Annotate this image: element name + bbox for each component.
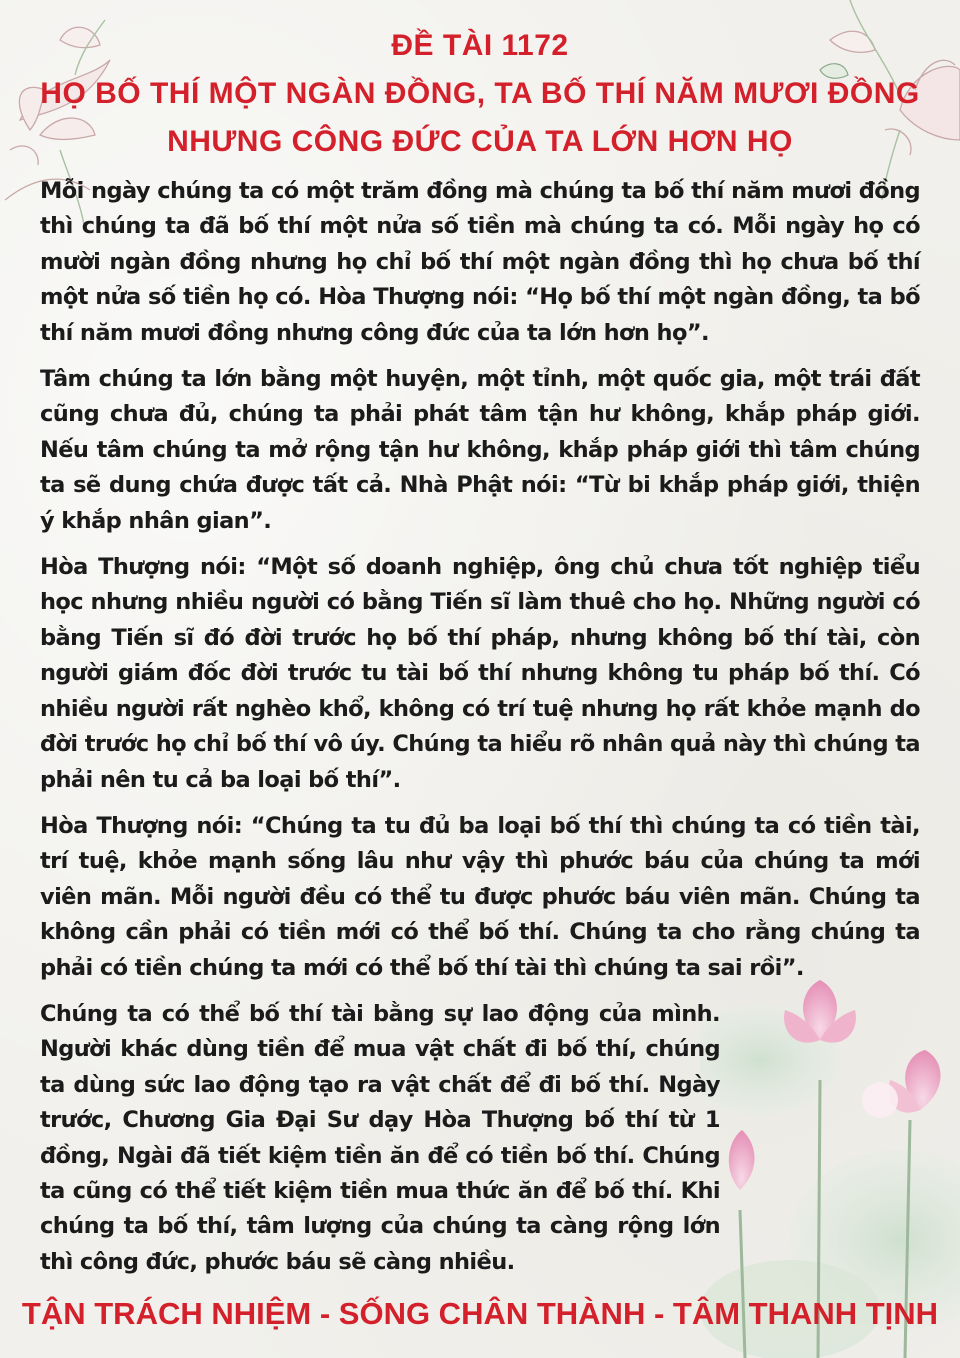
topic-number: ĐỀ TÀI 1172 <box>391 29 569 62</box>
article-body <box>40 174 920 1291</box>
footer-motto: TẬN TRÁCH NHIỆM - SỐNG CHÂN THÀNH - TÂM THANH TỊNH <box>21 1296 939 1331</box>
paragraph-5: Chúng ta có thể bố thí tài bằng sự lao động của mình. Người khác dùng tiền để mua vật chất đi bố thí, chúng ta dùng sức lao động tạo ra vật chất để đi bố thí. Ngày trước, Chương Gia Đại Sư dạy Hòa Thượng bố thí từ 1 đồng, Ngài đã tiết kiệm tiền ăn để có tiền bố thí. Chúng ta cũng có thể tiết kiệm tiền mua thức ăn để bố thí. Khi chúng ta bố thí, tâm lượng của chúng ta càng rộng lớn thì công đức, phước báu sẽ càng nhiều. <box>40 1000 720 1275</box>
paragraph-4: Hòa Thượng nói: “Chúng ta tu đủ ba loại bố thí thì chúng ta có tiền tài, trí tuệ, khỏe mạnh sống lâu như vậy thì phước báu của chúng ta mới viên mãn. Mỗi người đều có thể tu được phước báu viên mãn. Chúng ta không cần phải có tiền mới có thể bố thí. Chúng ta cho rằng chúng ta phải có tiền chúng ta mới có thể bố thí tài thì chúng ta sai rồi”. <box>40 812 920 981</box>
page-title-line-1: HỌ BỐ THÍ MỘT NGÀN ĐỒNG, TA BỐ THÍ NĂM MƯƠI ĐỒNG <box>40 77 920 110</box>
page-title-line-2: NHƯNG CÔNG ĐỨC CỦA TA LỚN HƠN HỌ <box>167 125 793 158</box>
paragraph-2: Tâm chúng ta lớn bằng một huyện, một tỉnh, một quốc gia, một trái đất cũng chưa đủ, chúng ta phải phát tâm tận hư không, khắp pháp giới. Nếu tâm chúng ta mở rộng tận hư không, khắp pháp giới thì tâm chúng ta sẽ dung chứa được tất cả. Nhà Phật nói: “Từ bi khắp pháp giới, thiện ý khắp nhân gian”. <box>40 366 920 534</box>
title-block <box>0 22 960 166</box>
paragraph-1: Mỗi ngày chúng ta có một trăm đồng mà chúng ta bố thí năm mươi đồng thì chúng ta đã bố thí một nửa số tiền mà chúng ta có. Mỗi ngày họ có mười ngàn đồng nhưng họ chỉ bố thí một ngàn đồng thì họ chưa bố thí một nửa số tiền họ có. Hòa Thượng nói: “Họ bố thí một ngàn đồng, ta bố thí năm mươi đồng nhưng công đức của ta lớn hơn họ”. <box>40 178 920 346</box>
paragraph-3: Hòa Thượng nói: “Một số doanh nghiệp, ông chủ chưa tốt nghiệp tiểu học nhưng nhiều người có bằng Tiến sĩ làm thuê cho họ. Những người có bằng Tiến sĩ đó đời trước họ bố thí pháp, nhưng không bố thí tài, còn người giám đốc đời trước tu tài bố thí nhưng không tu pháp bố thí. Có nhiều người rất nghèo khổ, không có trí tuệ nhưng họ rất khỏe mạnh do đời trước họ chỉ bố thí vô úy. Chúng ta hiểu rõ nhân quả này thì chúng ta phải nên tu cả ba loại bố thí”. <box>40 554 920 793</box>
